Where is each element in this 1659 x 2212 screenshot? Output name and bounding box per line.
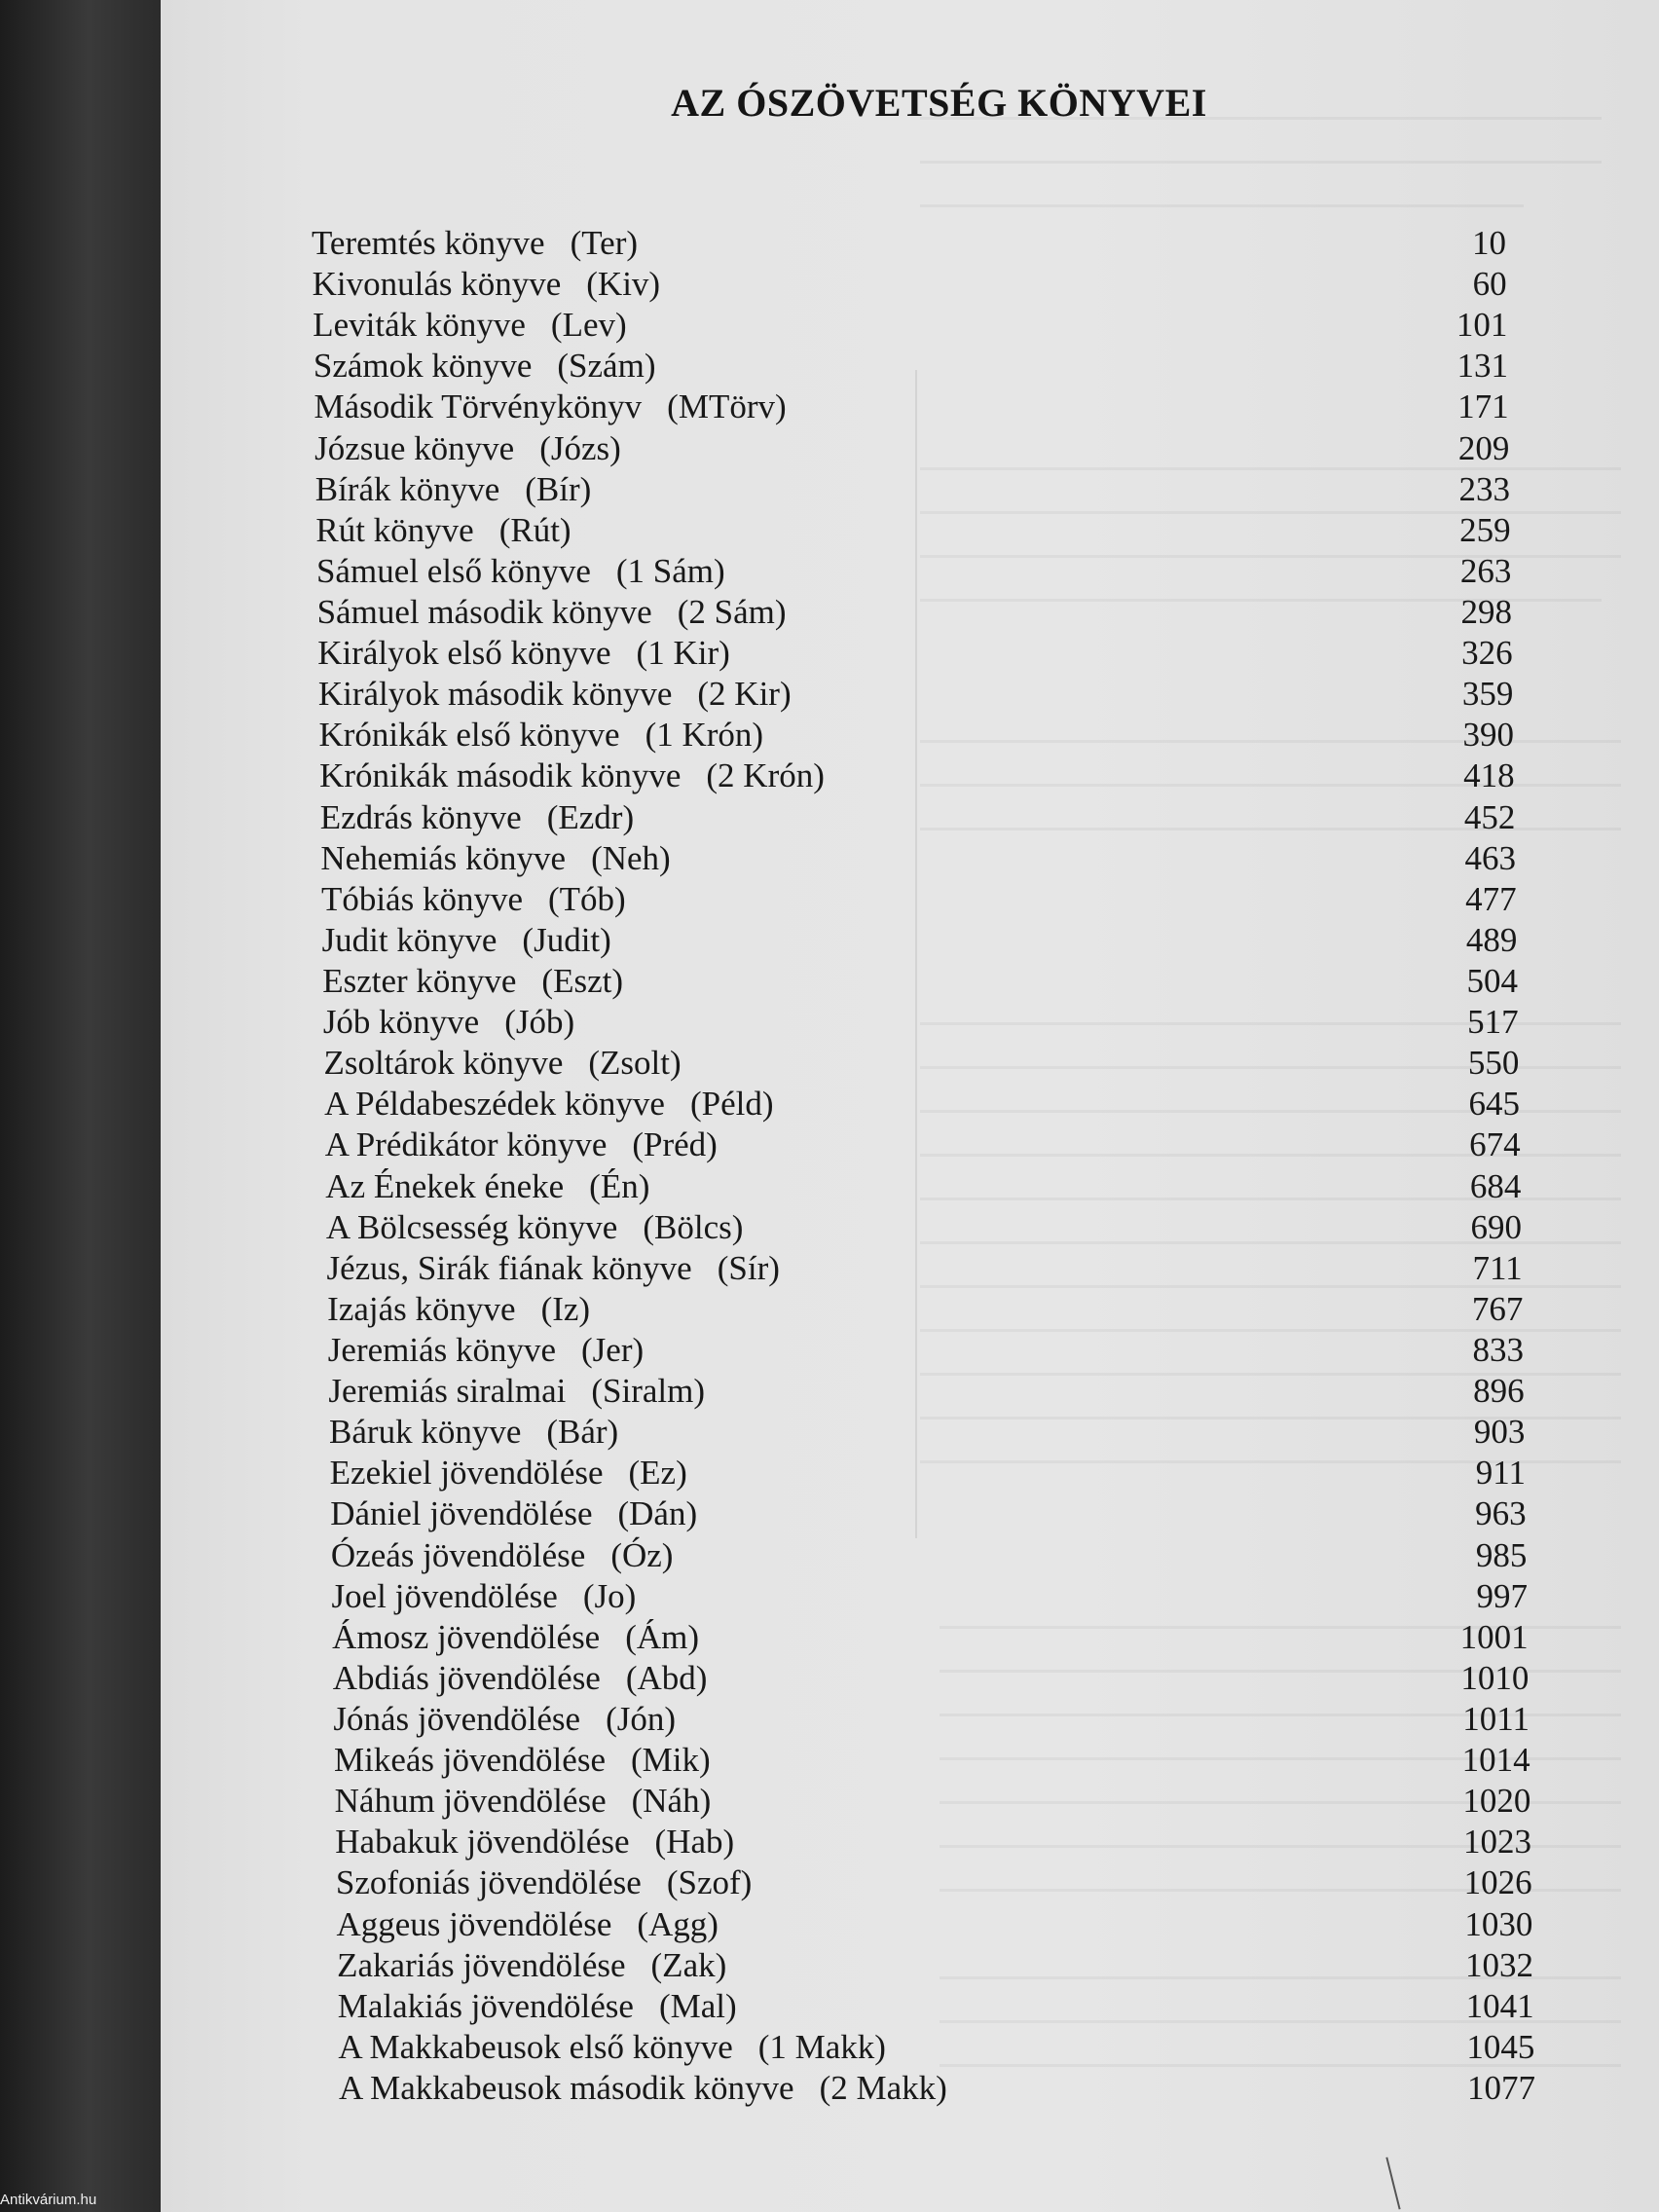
book-abbreviation: (1 Kir) [636,634,730,673]
book-name: Eszter könyve [322,962,517,1000]
book-abbreviation: (Iz) [540,1289,591,1328]
page-number: 209 [1457,428,1510,467]
book-name: Jeremiás siralmai [328,1372,567,1411]
book-abbreviation: (Préd) [632,1125,718,1164]
toc-entry [338,2027,1535,2067]
book-name: Náhum jövendölése [334,1782,607,1821]
book-abbreviation: (Józs) [539,428,621,467]
toc-entry [329,1413,1526,1452]
book-name: Izajás könyve [327,1289,516,1328]
toc-entry [314,469,1510,509]
book-name: Tóbiás könyve [320,879,523,918]
page-number: 963 [1475,1494,1527,1533]
page-number: 489 [1465,920,1518,959]
book-name: Judit könyve [321,920,498,959]
book-name: Számok könyve [313,347,533,386]
book-abbreviation: (Péld) [689,1085,774,1124]
toc-entry [326,1248,1523,1288]
book-name: Zsoltárok könyve [323,1044,564,1083]
toc-entry [322,1003,1519,1042]
book-abbreviation: (Zak) [650,1945,727,1984]
toc-entry [339,2069,1535,2108]
page-number: 1001 [1459,1617,1529,1656]
book-name: Második Törvénykönyv [313,387,643,426]
toc-entry [327,1331,1524,1370]
book-abbreviation: (Mik) [630,1741,711,1780]
book-abbreviation: (Ám) [625,1617,700,1656]
page-number: 833 [1472,1331,1524,1369]
watermark: Antikvárium.hu [0,2192,97,2208]
book-abbreviation: (Bár) [546,1413,619,1452]
page-number: 463 [1464,838,1516,877]
page-number: 101 [1456,306,1508,345]
page-number: 60 [1472,265,1507,304]
book-abbreviation: (Rút) [498,510,571,549]
book-name: Jób könyve [322,1003,480,1042]
book-abbreviation: (Bölcs) [643,1207,744,1246]
page-number: 504 [1466,962,1518,1000]
book-abbreviation: (2 Makk) [819,2069,947,2107]
book-abbreviation: (Mal) [658,1986,737,2025]
book-name: Joel jövendölése [331,1576,558,1615]
book-name: Kivonulás könyve [312,265,562,304]
page-number: 1011 [1462,1700,1530,1738]
book-abbreviation: (Szof) [666,1863,753,1902]
toc-entry [317,634,1513,673]
book-abbreviation: (Zsolt) [588,1044,682,1083]
book-abbreviation: (1 Makk) [757,2027,886,2066]
book-abbreviation: (1 Krón) [645,716,764,755]
page-number: 896 [1473,1372,1525,1411]
book-abbreviation: (Óz) [610,1535,674,1574]
toc-entry [312,265,1507,304]
book-abbreviation: (Bír) [525,469,592,508]
book-name: Malakiás jövendölése [337,1986,634,2025]
toc-entry [313,387,1509,426]
book-abbreviation: (Lev) [550,306,627,345]
toc-entry [321,920,1518,960]
book-name: Ózeás jövendölése [330,1535,586,1574]
book-name: Bírák könyve [314,469,500,508]
toc-entry [312,224,1506,263]
book-abbreviation: (Náh) [631,1782,712,1821]
toc-entry [334,1782,1531,1821]
book-abbreviation: (Dán) [617,1494,698,1533]
table-of-contents [161,0,1659,2212]
book-abbreviation: (Ter) [570,224,638,262]
book-abbreviation: (Jón) [606,1700,677,1738]
toc-entry [319,797,1516,837]
page-number: 359 [1461,675,1514,714]
toc-entry [324,1125,1521,1164]
book-abbreviation: (2 Sám) [677,593,787,631]
book-name: Ezekiel jövendölése [329,1454,604,1493]
book-abbreviation: (Szám) [557,347,656,386]
book-name: Rút könyve [315,510,474,549]
page-number: 233 [1458,469,1510,508]
page-number: 259 [1459,510,1511,549]
book-name: Habakuk jövendölése [335,1823,630,1862]
book-name: Jónás jövendölése [333,1700,581,1738]
toc-entry [314,428,1510,468]
book-abbreviation: (2 Krón) [706,756,825,795]
toc-entry [320,838,1516,878]
page-number: 418 [1463,756,1515,795]
page-number: 997 [1476,1576,1528,1615]
book-name: Királyok első könyve [317,634,611,673]
toc-entry [325,1166,1522,1206]
page-number: 1023 [1462,1823,1531,1862]
page-number: 1030 [1464,1904,1533,1943]
book-name: Teremtés könyve [312,224,545,262]
toc-entry [337,1945,1533,1985]
toc-entry [323,1044,1520,1083]
book-name: A Makkabeusok első könyve [338,2027,733,2066]
toc-entry [325,1207,1522,1247]
book-abbreviation: (Jer) [581,1331,645,1369]
book-name: A Prédikátor könyve [324,1125,608,1164]
toc-entry [329,1454,1526,1493]
page-number: 10 [1472,224,1506,262]
toc-entry [335,1823,1531,1862]
book-name: Dániel jövendölése [330,1494,593,1533]
book-name: Krónikák első könyve [318,716,620,755]
book-abbreviation: (Abd) [625,1658,708,1697]
toc-entry [322,962,1518,1001]
book-name: Az Énekek éneke [325,1166,565,1205]
toc-entry [331,1576,1528,1616]
page-number: 674 [1469,1125,1521,1164]
book-abbreviation: (Ezdr) [546,797,635,836]
book-abbreviation: (Sír) [717,1248,780,1287]
book-abbreviation: (Eszt) [541,962,623,1000]
page-number: 985 [1475,1535,1528,1574]
page-number: 390 [1462,716,1514,755]
book-abbreviation: (Siralm) [591,1372,706,1411]
book-abbreviation: (Ez) [628,1454,687,1493]
page-number: 1020 [1462,1782,1531,1821]
toc-entry [328,1372,1525,1411]
toc-entry [336,1904,1533,1944]
page-number: 1010 [1460,1658,1530,1697]
page-number: 477 [1465,879,1517,918]
book-name: Leviták könyve [313,306,526,345]
book-abbreviation: (Judit) [522,920,611,959]
binding-shadow [0,0,161,2212]
book-name: Krónikák második könyve [319,756,682,795]
toc-entry [330,1494,1527,1533]
book-name: A Makkabeusok második könyve [339,2069,794,2107]
book-abbreviation: (1 Sám) [615,551,725,590]
book-name: Sámuel második könyve [316,593,652,631]
book-abbreviation: (Jób) [504,1003,575,1042]
page-number: 171 [1457,387,1509,426]
toc-entry [337,1986,1534,2026]
book-name: Mikeás jövendölése [334,1741,606,1780]
book-abbreviation: (Én) [589,1166,650,1205]
page-number: 684 [1469,1166,1522,1205]
toc-entry [318,716,1514,755]
toc-entry [335,1863,1532,1902]
book-name: Zakariás jövendölése [337,1945,626,1984]
book-name: Ámosz jövendölése [332,1617,601,1656]
toc-entry [313,347,1508,386]
page-number: 711 [1472,1248,1523,1287]
toc-entry [319,756,1515,795]
page-number: 1077 [1467,2069,1535,2107]
book-name: Báruk könyve [329,1413,522,1452]
page-title: AZ ÓSZÖVETSÉG KÖNYVEI [671,81,1207,125]
book-name: Királyok második könyve [317,675,673,714]
page-number: 645 [1468,1085,1520,1124]
book-name: Szofoniás jövendölése [335,1863,642,1902]
page-number: 1026 [1463,1863,1532,1902]
toc-entry [313,306,1508,345]
toc-entry [315,510,1511,550]
book-name: Jézus, Sirák fiának könyve [326,1248,692,1287]
book-name: Nehemiás könyve [320,838,567,877]
book-abbreviation: (Kiv) [586,265,661,304]
book-name: Aggeus jövendölése [336,1904,612,1943]
book-page [161,0,1659,2212]
page-number: 1045 [1466,2027,1535,2066]
book-name: A Példabeszédek könyve [324,1085,665,1124]
page-number: 1014 [1461,1741,1530,1780]
toc-entry [320,879,1517,919]
book-name: Abdiás jövendölése [332,1658,601,1697]
page-number: 517 [1467,1003,1519,1042]
page-number: 903 [1473,1413,1526,1452]
toc-entry [315,551,1512,591]
page-number: 1041 [1465,1986,1534,2025]
toc-entry [332,1658,1530,1698]
book-abbreviation: (Jo) [582,1576,637,1615]
page-number: 550 [1467,1044,1520,1083]
page-number: 911 [1475,1454,1526,1493]
book-abbreviation: (Neh) [591,838,671,877]
page-number: 131 [1456,347,1508,386]
toc-entry [334,1741,1530,1780]
toc-entry [330,1535,1528,1575]
page-number: 1032 [1464,1945,1533,1984]
page-number: 298 [1460,593,1512,631]
book-abbreviation: (Hab) [654,1823,735,1862]
book-abbreviation: (Agg) [637,1904,719,1943]
page-number: 452 [1463,797,1516,836]
book-abbreviation: (MTörv) [667,387,787,426]
book-abbreviation: (2 Kir) [697,675,792,714]
page-number: 263 [1459,551,1512,590]
book-name: Jeremiás könyve [327,1331,557,1369]
toc-entry [327,1289,1524,1329]
toc-entry [332,1617,1529,1657]
page-number: 690 [1470,1207,1522,1246]
book-name: A Bölcsesség könyve [325,1207,618,1246]
toc-entry [333,1700,1530,1739]
book-abbreviation: (Tób) [548,879,626,918]
book-name: Ezdrás könyve [319,797,522,836]
toc-entry [317,675,1514,714]
book-name: Sámuel első könyve [315,551,591,590]
page-number: 326 [1461,634,1513,673]
toc-entry [324,1085,1520,1124]
book-name: Józsue könyve [314,428,515,467]
toc-entry [316,593,1512,632]
page-number: 767 [1471,1289,1524,1328]
